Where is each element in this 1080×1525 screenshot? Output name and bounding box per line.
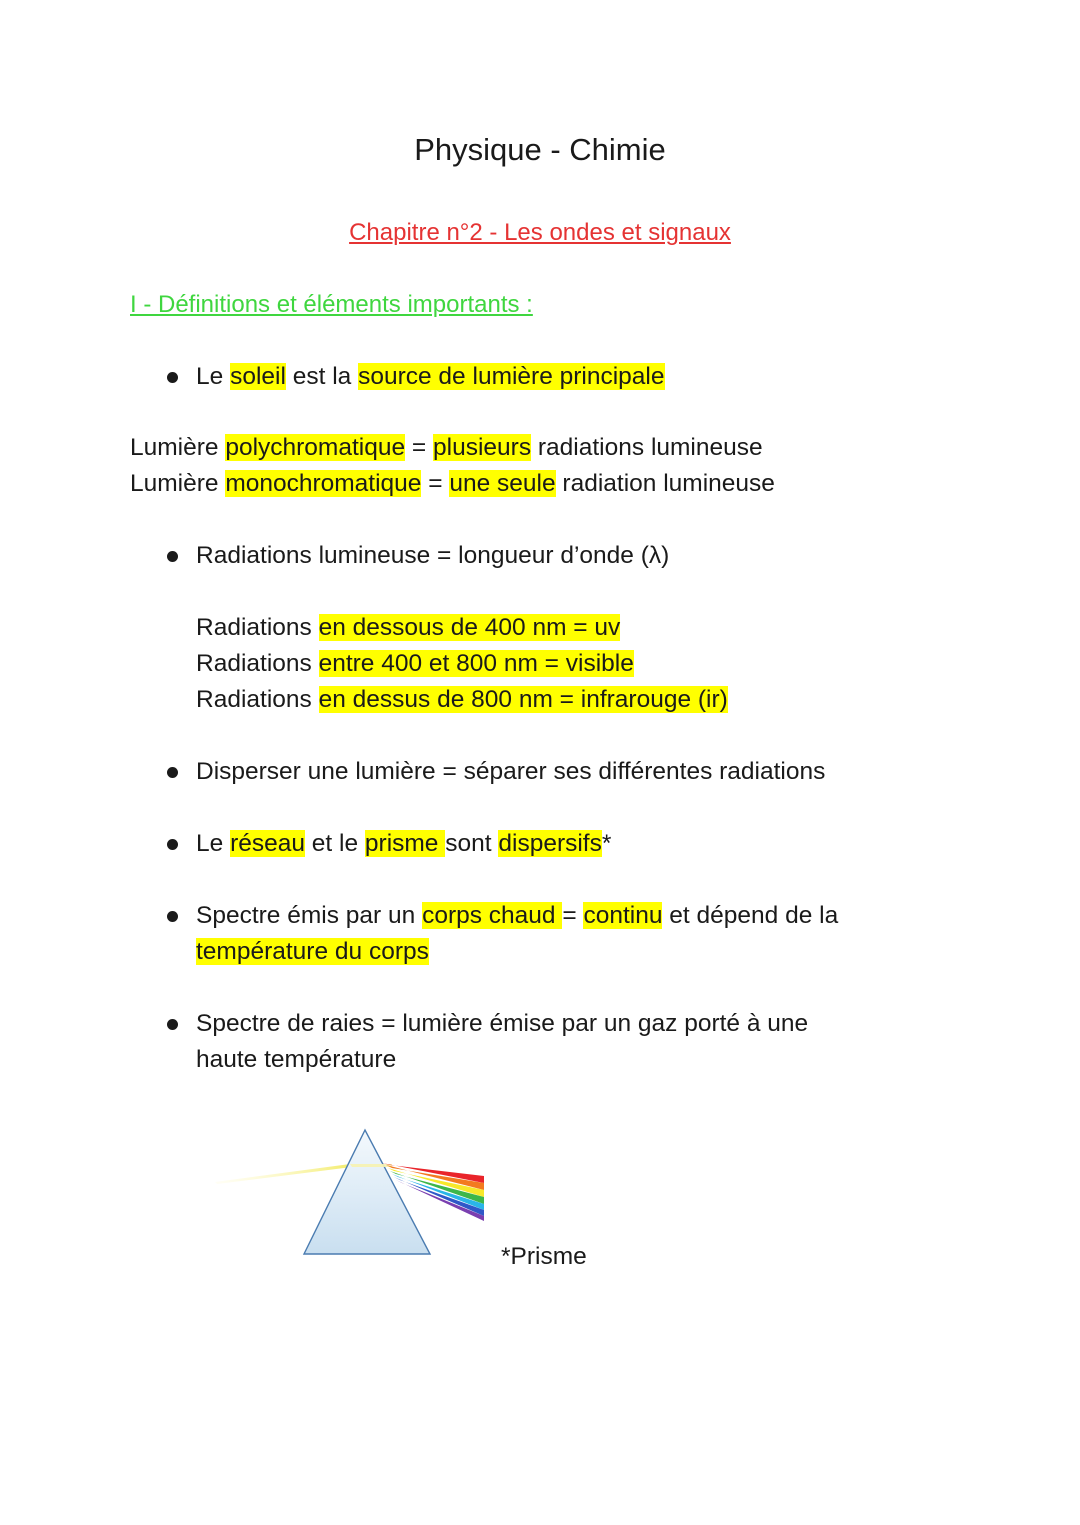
- bullet-disperser: Disperser une lumière = séparer ses différentes radiations: [196, 758, 826, 785]
- highlight: en dessous de 400 nm = uv: [318, 614, 621, 641]
- prism-illustration: [210, 1120, 510, 1265]
- highlight: source de lumière principale: [358, 363, 665, 390]
- text: Lumière: [130, 470, 226, 497]
- text: Radiations: [196, 686, 319, 713]
- highlight: température du corps: [196, 938, 429, 965]
- line-radiation-uv: [196, 610, 620, 646]
- text: =: [421, 470, 450, 497]
- line-polychromatique: [130, 430, 763, 466]
- text: et le: [304, 830, 365, 857]
- highlight: dispersifs: [498, 830, 602, 857]
- line-radiation-visible: [196, 646, 634, 682]
- text: radiations lumineuse: [531, 434, 763, 461]
- text: *: [601, 830, 612, 857]
- highlight: corps chaud: [422, 902, 563, 929]
- highlight: entre 400 et 800 nm = visible: [318, 650, 634, 677]
- bullet-icon: [167, 911, 178, 922]
- bullet-dispersifs: [196, 826, 611, 862]
- highlight: prisme: [364, 830, 446, 857]
- highlight: en dessus de 800 nm = infrarouge (ir): [318, 686, 728, 713]
- page-title: Physique - Chimie: [414, 132, 666, 167]
- incoming-light-beam: [215, 1164, 352, 1184]
- bullet-spectre-raies: Spectre de raies = lumière émise par un gaz porté à une: [196, 1010, 809, 1037]
- bullet-icon: [167, 767, 178, 778]
- text: sont: [445, 830, 499, 857]
- bullet-spectre-continu: [196, 898, 838, 934]
- chapter-title: Chapitre n°2 - Les ondes et signaux: [349, 219, 731, 246]
- internal-light: [350, 1164, 392, 1167]
- prism-caption: *Prisme: [501, 1243, 587, 1270]
- highlight: soleil: [230, 363, 286, 390]
- highlight: continu: [583, 902, 663, 929]
- text: et dépend de la: [662, 902, 839, 929]
- text: radiation lumineuse: [555, 470, 775, 497]
- line-radiation-ir: [196, 682, 728, 718]
- bullet-soleil: [196, 359, 665, 395]
- highlight: réseau: [230, 830, 305, 857]
- text: =: [562, 902, 584, 929]
- bullet-icon: [167, 839, 178, 850]
- text: =: [405, 434, 434, 461]
- section-heading: I - Définitions et éléments importants :: [130, 291, 533, 318]
- prism-shape: [304, 1130, 430, 1254]
- highlight: polychromatique: [225, 434, 406, 461]
- text: est la: [285, 363, 359, 390]
- text: Radiations: [196, 650, 319, 677]
- highlight: plusieurs: [433, 434, 532, 461]
- bullet-spectre-continu-line2: [196, 934, 429, 970]
- text: Lumière: [130, 434, 226, 461]
- line-monochromatique: [130, 466, 775, 502]
- highlight: une seule: [449, 470, 556, 497]
- highlight: monochromatique: [225, 470, 422, 497]
- text: Le: [196, 830, 231, 857]
- text: Le: [196, 363, 231, 390]
- bullet-radiations: Radiations lumineuse = longueur d’onde (λ): [196, 542, 670, 569]
- text: Spectre émis par un: [196, 902, 423, 929]
- bullet-icon: [167, 551, 178, 562]
- bullet-icon: [167, 1019, 178, 1030]
- text: Radiations: [196, 614, 319, 641]
- bullet-icon: [167, 372, 178, 383]
- bullet-spectre-raies-line2: haute température: [196, 1046, 397, 1073]
